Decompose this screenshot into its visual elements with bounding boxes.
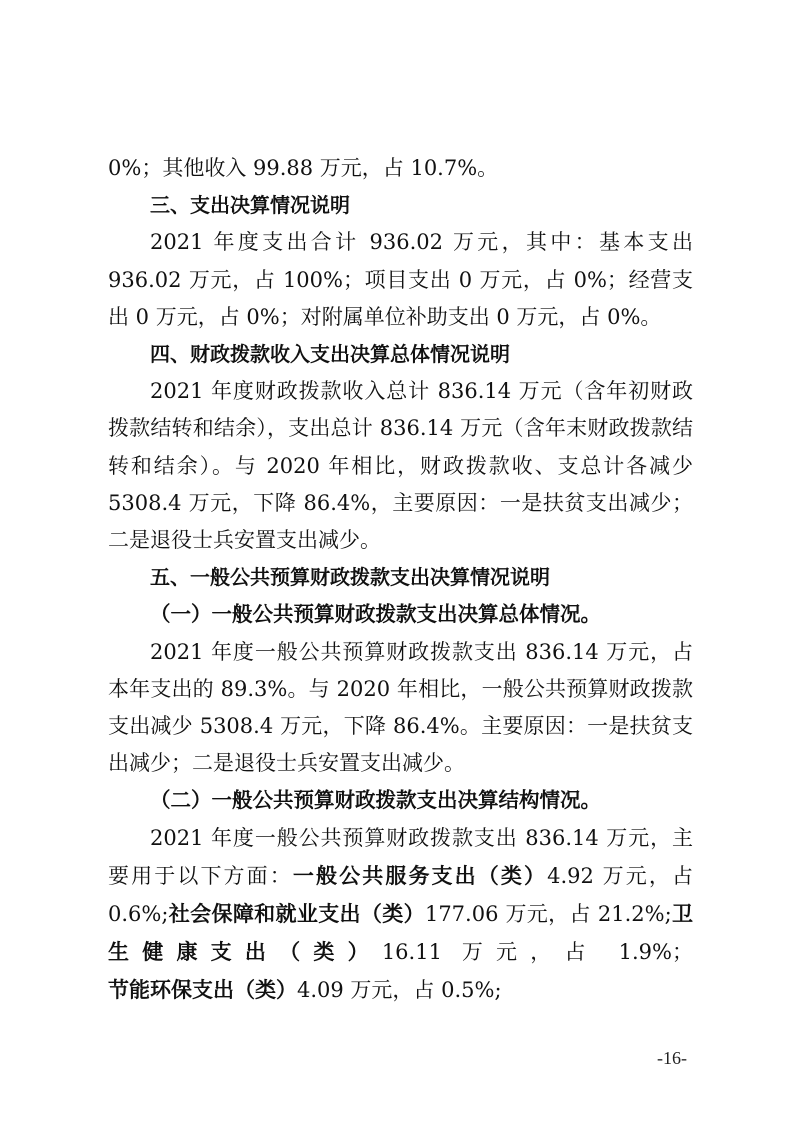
paragraph-fiscal-appropriation: 2021 年度财政拨款收入总计 836.14 万元（含年初财政拨款结转和结余），支出总计 836.14 万元（含年末财政拨款结转和结余）。与 2020 年相比，财政拨款收、支总计各减少 5308.4 万元，下降 86.4%，主要原因：一是扶贫支出减少；二是退役士兵安置支出减少。 — [108, 379, 693, 553]
text-segment: 4.92 万元，占 0.6%; — [108, 863, 694, 927]
page-number: -16- — [657, 1048, 687, 1068]
paragraph-general-budget-structure — [108, 820, 693, 1010]
category-social-security: 社会保障和就业支出（类） — [168, 901, 425, 927]
subheading-general-budget-overall: （一）一般公共预算财政拨款支出决算总体情况。 — [150, 602, 601, 627]
heading-fiscal-appropriation: 四、财政拨款收入支出决算总体情况说明 — [150, 342, 510, 367]
text-segment: 4.09 万元，占 0.5%; — [297, 978, 502, 1003]
heading-expenditure: 三、支出决算情况说明 — [150, 193, 350, 218]
text-segment: 2021 年度一般公共预算财政拨款支出 836.14 万元，主要用于以下方面： — [108, 825, 693, 888]
category-general-public-services: 一般公共服务支出（类） — [292, 862, 548, 888]
subheading-general-budget-structure: （二）一般公共预算财政拨款支出决算结构情况。 — [150, 788, 601, 813]
text-segment: 177.06 万元，占 21.2%; — [424, 902, 672, 927]
heading-general-budget: 五、一般公共预算财政拨款支出决算情况说明 — [150, 565, 550, 590]
category-energy-environment: 节能环保支出（类） — [108, 977, 297, 1003]
paragraph-expenditure: 2021 年度支出合计 936.02 万元，其中：基本支出 936.02 万元，占 100%；项目支出 0 万元，占 0%；经营支出 0 万元，占 0%；对附属单位补助支出 0 万元，占 0%。 — [108, 230, 693, 329]
page-body — [108, 150, 693, 1010]
paragraph-intro-continuation: 0%；其他收入 99.88 万元，占 10.7%。 — [108, 156, 499, 180]
text-segment: 16.11 万元，占 1.9%； — [381, 940, 693, 965]
category-health: 卫生健康支出（类） — [108, 901, 694, 965]
paragraph-general-budget-overall: 2021 年度一般公共预算财政拨款支出 836.14 万元，占本年支出的 89.3%。与 2020 年相比，一般公共预算财政拨款支出减少 5308.4 万元，下降 86.4%。主要原因：一是扶贫支出减少；二是退役士兵安置支出减少。 — [108, 639, 693, 776]
